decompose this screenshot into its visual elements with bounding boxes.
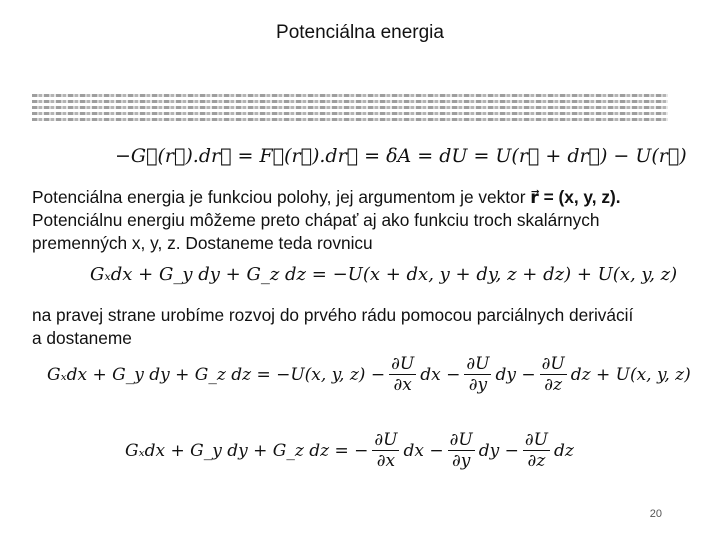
partial-u-y: $\frac{\partial U}{\partial y}$	[466, 354, 490, 395]
para1-vector-r: r⃗ = (x, y, z).	[530, 187, 621, 207]
final-equation: Gₓdx + G_y dy + G_z dz = − $\frac{\partial U}{\partial x}$ dx − $\frac{\partial U}{\partial y}$ dy − $\frac{\partial U}{\partial z}$ dz	[125, 430, 574, 471]
paragraph-potential-function	[32, 186, 692, 255]
work-potential-equation: −G⃗(r⃗).dr⃗ = F⃗(r⃗).dr⃗ = δA = dU = U(r⃗ + dr⃗) − U(r⃗)	[115, 145, 687, 167]
final-partial-u-y: $\frac{\partial U}{\partial y}$	[449, 430, 473, 471]
partial-u-z: $\frac{\partial U}{\partial z}$	[541, 354, 565, 395]
para2-line1: na pravej strane urobíme rozvoj do prvého rádu pomocou parciálnych derivácií	[32, 305, 634, 325]
illegible-text-block	[32, 94, 668, 132]
para1-line2: Potenciálnu energiu môžeme preto chápať aj ako funkciu troch skalárnych	[32, 210, 600, 230]
para2-line2: a dostaneme	[32, 328, 132, 348]
expanded-equation: Gₓdx + G_y dy + G_z dz = −U(x, y, z) − $\frac{\partial U}{\partial x}$ dx − $\frac{\partial U}{\partial y}$ dy − $\frac{\partial U}{\partial z}$ dz + U(x, y, z)	[47, 354, 691, 395]
differential-equation: Gₓdx + G_y dy + G_z dz = −U(x + dx, y + dy, z + dz) + U(x, y, z)	[90, 264, 678, 285]
final-lhs: Gₓdx + G_y dy + G_z dz = −	[125, 440, 369, 461]
page-number: 20	[649, 508, 662, 520]
expanded-lhs: Gₓdx + G_y dy + G_z dz = −U(x, y, z) −	[47, 364, 386, 385]
para1-line3: premenných x, y, z. Dostaneme teda rovnicu	[32, 233, 373, 253]
final-partial-u-z: $\frac{\partial U}{\partial z}$	[524, 430, 548, 471]
para1-line1-text: Potenciálna energia je funkciou polohy, jej argumentom je vektor	[32, 187, 531, 207]
final-partial-u-x: $\frac{\partial U}{\partial x}$	[374, 430, 398, 471]
paragraph-expansion	[32, 304, 692, 350]
partial-u-x: $\frac{\partial U}{\partial x}$	[391, 354, 415, 395]
slide-title: Potenciálna energia	[276, 22, 444, 43]
